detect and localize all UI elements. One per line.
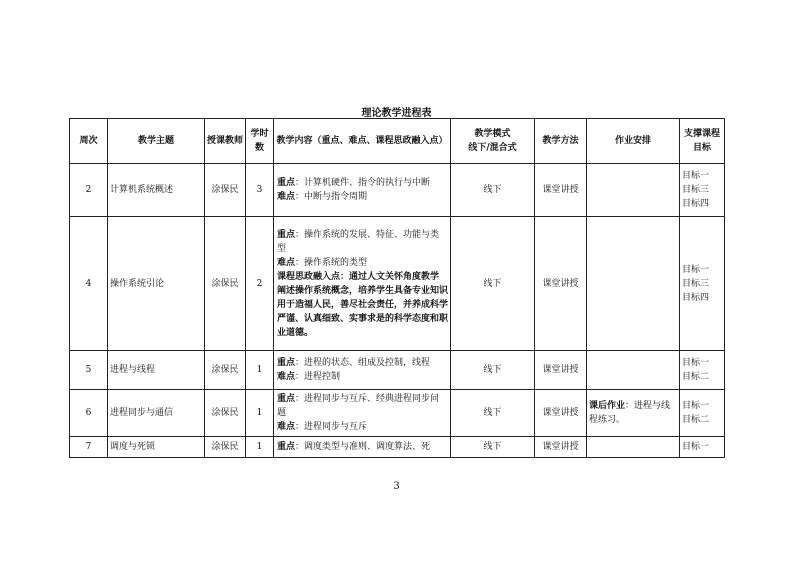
content-label: 课程思政融入点 xyxy=(277,271,341,282)
cell-topic: 进程同步与通信 xyxy=(108,390,205,437)
goal-item: 目标二 xyxy=(682,415,710,425)
cell-teacher: 涂保民 xyxy=(205,437,246,458)
header-week: 周次 xyxy=(70,119,108,164)
content-text: ：通过人文关怀角度教学阐述操作系统概念，培养学生具备专业知识用于造福人民，善尽社会责任，并养成科学严谨、认真细致、实事求是的科学态度和职业道德。 xyxy=(277,271,449,338)
header-mode xyxy=(451,119,535,164)
content-label: 重点 xyxy=(277,229,296,240)
cell-method: 课堂讲授 xyxy=(535,164,587,217)
cell-hours: 3 xyxy=(246,164,274,217)
table-row xyxy=(70,437,725,458)
cell-content xyxy=(274,437,451,458)
content-label: 难点 xyxy=(277,257,296,268)
cell-homework xyxy=(587,437,680,458)
content-line xyxy=(277,370,448,384)
cell-goals xyxy=(680,351,725,390)
goal-item: 目标一 xyxy=(682,171,710,181)
cell-hours: 1 xyxy=(246,437,274,458)
cell-mode: 线下 xyxy=(451,390,535,437)
content-line xyxy=(277,392,448,420)
goal-item: 目标一 xyxy=(682,442,710,452)
cell-week: 6 xyxy=(70,390,108,437)
goal-item: 目标四 xyxy=(682,199,710,209)
content-label: 难点 xyxy=(277,192,296,202)
goal-item: 目标二 xyxy=(682,372,710,382)
content-text: ：进程控制 xyxy=(295,372,341,382)
content-text: ：计算机硬件、指令的执行与中断 xyxy=(295,178,431,188)
homework-text: ：进程与线程练习。 xyxy=(589,401,671,425)
header-mode-line2: 线下/混合式 xyxy=(468,143,517,153)
table-row xyxy=(70,217,725,351)
goal-item: 目标三 xyxy=(682,185,710,195)
cell-mode: 线下 xyxy=(451,164,535,217)
header-goals: 支撑课程目标 xyxy=(680,119,725,164)
content-label: 重点 xyxy=(277,358,296,368)
teaching-schedule-table xyxy=(69,118,725,458)
content-line xyxy=(277,176,448,190)
cell-mode: 线下 xyxy=(451,437,535,458)
cell-goals xyxy=(680,390,725,437)
content-label: 重点 xyxy=(277,178,296,188)
cell-teacher: 涂保民 xyxy=(205,390,246,437)
cell-method: 课堂讲授 xyxy=(535,437,587,458)
cell-mode: 线下 xyxy=(451,217,535,351)
cell-topic: 进程与线程 xyxy=(108,351,205,390)
homework-label: 课后作业 xyxy=(589,401,626,411)
cell-content xyxy=(274,217,451,351)
cell-method: 课堂讲授 xyxy=(535,390,587,437)
content-text: ：操作系统的类型 xyxy=(295,257,368,268)
content-text: ：进程的状态、组成及控制，线程 xyxy=(295,358,431,368)
page-number: 3 xyxy=(393,481,400,492)
table-row xyxy=(70,390,725,437)
header-teacher: 授课教师 xyxy=(205,119,246,164)
table-row xyxy=(70,164,725,217)
content-label: 难点 xyxy=(277,422,296,432)
cell-homework xyxy=(587,351,680,390)
header-homework: 作业安排 xyxy=(587,119,680,164)
content-line xyxy=(277,256,448,270)
cell-content xyxy=(274,390,451,437)
content-text: ：操作系统的发展、特征、功能与类型 xyxy=(277,229,440,254)
content-text: ：调度类型与准则、调度算法、死 xyxy=(295,442,431,452)
table-row xyxy=(70,351,725,390)
cell-content xyxy=(274,351,451,390)
cell-teacher: 涂保民 xyxy=(205,217,246,351)
content-label: 难点 xyxy=(277,372,296,382)
content-label: 重点 xyxy=(277,442,296,452)
cell-hours: 2 xyxy=(246,217,274,351)
cell-method: 课堂讲授 xyxy=(535,217,587,351)
cell-topic: 计算机系统概述 xyxy=(108,164,205,217)
header-hours: 学时数 xyxy=(246,119,274,164)
header-mode-line1: 教学模式 xyxy=(474,129,511,139)
cell-method: 课堂讲授 xyxy=(535,351,587,390)
content-line xyxy=(277,356,448,370)
goal-item: 目标一 xyxy=(682,358,710,368)
goal-item: 目标三 xyxy=(682,278,710,289)
cell-week: 5 xyxy=(70,351,108,390)
content-text: ：进程同步与互斥 xyxy=(295,422,368,432)
content-text: ：中断与指令周期 xyxy=(295,192,368,202)
goal-item: 目标一 xyxy=(682,264,710,275)
cell-homework xyxy=(587,217,680,351)
content-line xyxy=(277,420,448,434)
cell-teacher: 涂保民 xyxy=(205,351,246,390)
content-line xyxy=(277,440,448,454)
cell-homework xyxy=(587,390,680,437)
cell-mode: 线下 xyxy=(451,351,535,390)
cell-week: 2 xyxy=(70,164,108,217)
cell-hours: 1 xyxy=(246,390,274,437)
cell-topic: 操作系统引论 xyxy=(108,217,205,351)
content-line xyxy=(277,270,448,340)
cell-goals xyxy=(680,164,725,217)
content-text: ：进程同步与互斥、经典进程同步问题 xyxy=(277,394,440,418)
content-line xyxy=(277,190,448,204)
header-content: 教学内容（重点、难点、课程思政融入点） xyxy=(274,119,451,164)
cell-week: 7 xyxy=(70,437,108,458)
content-line xyxy=(277,228,448,256)
header-row xyxy=(70,119,725,164)
header-topic: 教学主题 xyxy=(108,119,205,164)
cell-homework xyxy=(587,164,680,217)
cell-content xyxy=(274,164,451,217)
goal-item: 目标一 xyxy=(682,401,710,411)
content-label: 重点 xyxy=(277,394,296,404)
cell-topic: 调度与死锁 xyxy=(108,437,205,458)
cell-teacher: 涂保民 xyxy=(205,164,246,217)
header-method: 教学方法 xyxy=(535,119,587,164)
cell-goals xyxy=(680,437,725,458)
table-title: 理论教学进程表 xyxy=(361,108,432,119)
cell-week: 4 xyxy=(70,217,108,351)
cell-goals xyxy=(680,217,725,351)
goal-item: 目标四 xyxy=(682,292,710,303)
cell-hours: 1 xyxy=(246,351,274,390)
